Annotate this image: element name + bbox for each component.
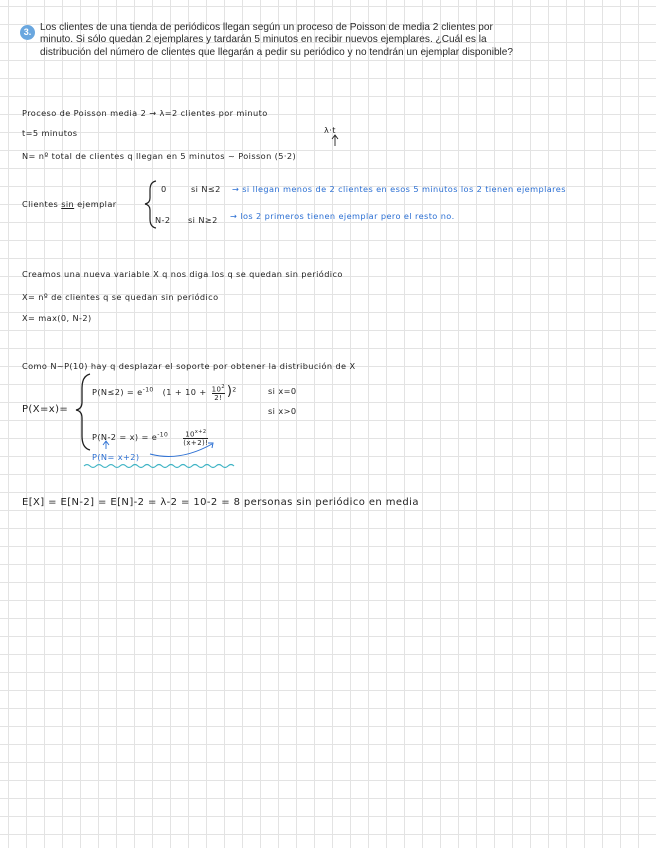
note-poisson-process: Proceso de Poisson media 2 → λ=2 clientes por minuto: [22, 108, 268, 118]
lambda-t-arrow: [332, 135, 338, 146]
pmf-case1: $P(N\le 2) = e^{-10}$ (1 + 10 + $\frac{10^2}{2!}$ )$^2$: [92, 384, 237, 403]
note-support-shift: Como N~P(10) hay q desplazar el soporte por obtener la distribución de X: [22, 361, 356, 371]
case2-value: N-2: [155, 215, 171, 225]
pmf-case2-condition: si x>0: [268, 406, 297, 416]
expectation-line: E[X] = E[N-2] = E[N]-2 = λ-2 = 10-2 = 8 personas sin periódico en media: [22, 497, 419, 508]
note-lambda-t: λ·t: [324, 125, 336, 135]
case2-condition: si N≥2: [188, 215, 218, 225]
pmf-lhs: P(X=x)=: [22, 404, 69, 415]
note-sin-ejemplar-label: Clientes sin ejemplar: [22, 199, 117, 209]
pmf-case2-equivalent: P(N= x+2): [92, 452, 140, 462]
cases-brace: [145, 181, 156, 228]
note-new-variable: Creamos una nueva variable X q nos diga los q se quedan sin periódico: [22, 269, 343, 279]
pmf-brace: [76, 374, 90, 450]
note-x-max: X= max(0, N-2): [22, 313, 92, 323]
pmf-small-arrow: [103, 441, 109, 449]
case1-value: 0: [161, 184, 167, 194]
pmf-curve-arrow: [150, 444, 212, 456]
note-time: t=5 minutos: [22, 128, 78, 138]
case2-note: → los 2 primeros tienen ejemplar pero el resto no.: [230, 211, 455, 221]
pmf-case1-condition: si x=0: [268, 386, 297, 396]
case1-condition: si N≤2: [191, 184, 221, 194]
wavy-underline: [84, 465, 234, 468]
note-n-definition: N= nº total de clientes q llegan en 5 minutos ~ Poisson (5·2): [22, 151, 297, 161]
problem-number-badge: 3.: [20, 25, 35, 40]
note-x-definition: X= nº de clientes q se quedan sin periódico: [22, 292, 219, 302]
problem-text: Los clientes de una tienda de periódicos llegan según un proceso de Poisson de media 2 clientes por minuto. Si sólo quedan 2 ejemplares y tardarán 5 minutos en recibir nuevos ejemplares. ¿Cuál es la distribución del número de clientes que llegarán a pedir su periódico y no tendrán un ejemplar disponible?: [40, 22, 514, 58]
case1-note: → si llegan menos de 2 clientes en esos 5 minutos los 2 tienen ejemplares: [232, 184, 566, 194]
pmf-case2: $P(N-2 = x) = e^{-10}$ $\frac{10^{x+2}}{(x+2)!}$: [92, 429, 209, 448]
